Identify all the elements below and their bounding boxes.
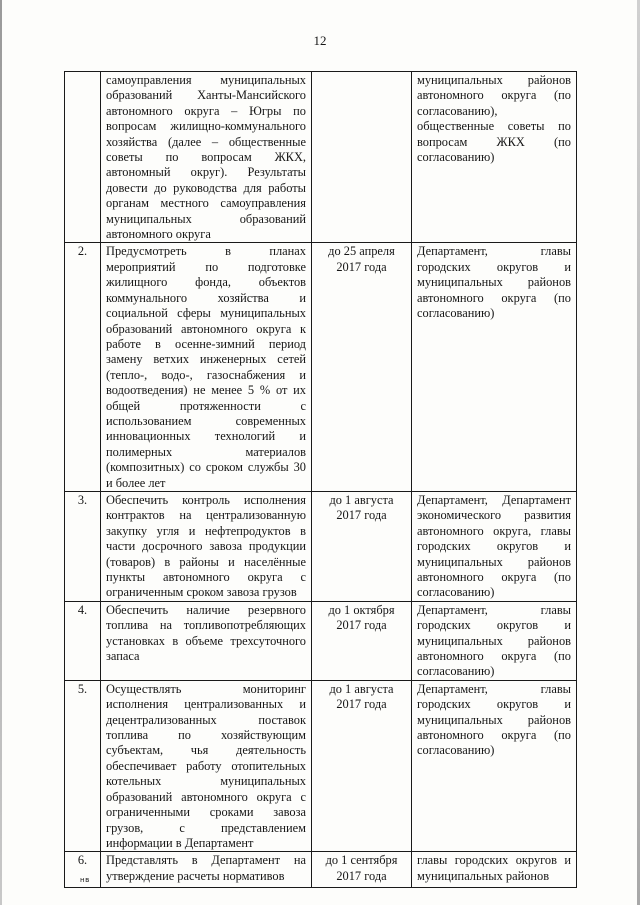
action-text: самоуправления муниципальных образований Ханты-Мансийского автономного округа – Югры по вопросам жилищно-коммунального хозяйства (далее – общественные советы по вопросам ЖКХ, автономный округ). Результаты довести до руководства для работы органам местного самоуправления муниципальных образований автономного округа — [101, 72, 312, 243]
footer-mark: нв — [80, 876, 90, 884]
action-text: Представлять в Департамент на утверждение расчеты нормативов — [101, 852, 312, 888]
action-text: Осуществлять мониторинг исполнения централизованных и децентрализованных поставок топлива по хозяйствующим субъектам, чья деятельность обеспечивает работу отопительных котельных муниципальных образований автономного округа с ограниченными сроками завоза грузов, с представлением информации в Департамент — [101, 680, 312, 851]
responsible-text: Департамент, Департамент экономического развития автономного округа, главы городских округов и муниципальных районов автономного округа (по согласованию) — [412, 491, 577, 601]
deadline-text: до 1 августа 2017 года — [312, 491, 412, 601]
deadline-text: до 1 августа 2017 года — [312, 680, 412, 851]
responsible-text: Департамент, главы городских округов и муниципальных районов автономного округа (по согласованию) — [412, 601, 577, 680]
row-number: 5. — [65, 680, 101, 851]
table-row — [65, 72, 577, 243]
row-number: 6. — [65, 852, 101, 888]
responsible-text: главы городских округов и муниципальных районов — [412, 852, 577, 888]
row-number: 3. — [65, 491, 101, 601]
responsible-text: Департамент, главы городских округов и муниципальных районов автономного округа (по согласованию) — [412, 680, 577, 851]
action-text: Обеспечить контроль исполнения контрактов на централизованную закупку угля и нефтепродуктов в части досрочного завоза продукции (товаров) в районы и населённые пункты автономного округа с ограниченным сроком завоза грузов — [101, 491, 312, 601]
deadline-text: до 25 апреля 2017 года — [312, 243, 412, 492]
table-row — [65, 680, 577, 851]
table-row — [65, 601, 577, 680]
scan-edge-left — [0, 0, 2, 905]
page-number: 12 — [313, 33, 327, 48]
row-number: 4. — [65, 601, 101, 680]
responsible-text: Департамент, главы городских округов и муниципальных районов автономного округа (по согласованию) — [412, 243, 577, 492]
deadline-text — [312, 72, 412, 243]
table-row — [65, 852, 577, 888]
action-text: Обеспечить наличие резервного топлива на топливопотребляющих установках в объеме трехсуточного запаса — [101, 601, 312, 680]
deadline-text: до 1 октября 2017 года — [312, 601, 412, 680]
deadline-text: до 1 сентября 2017 года — [312, 852, 412, 888]
action-plan-table — [64, 71, 577, 888]
table-row — [65, 243, 577, 492]
responsible-text: муниципальных районов автономного округа (по согласованию), общественные советы по вопросам ЖКХ (по согласованию) — [412, 72, 577, 243]
row-number: 2. — [65, 243, 101, 492]
row-number — [65, 72, 101, 243]
action-text: Предусмотреть в планах мероприятий по подготовке жилищного фонда, объектов коммунального хозяйства и социальной сферы муниципальных образований автономного округа к работе в осенне-зимний период замену ветхих инженерных сетей (тепло-, водо-, газоснабжения и водоотведения) не менее 5 % от их общей протяженности с использованием современных инновационных технологий и полимерных материалов (композитных) со сроком службы 30 и более лет — [101, 243, 312, 492]
table-row — [65, 491, 577, 601]
